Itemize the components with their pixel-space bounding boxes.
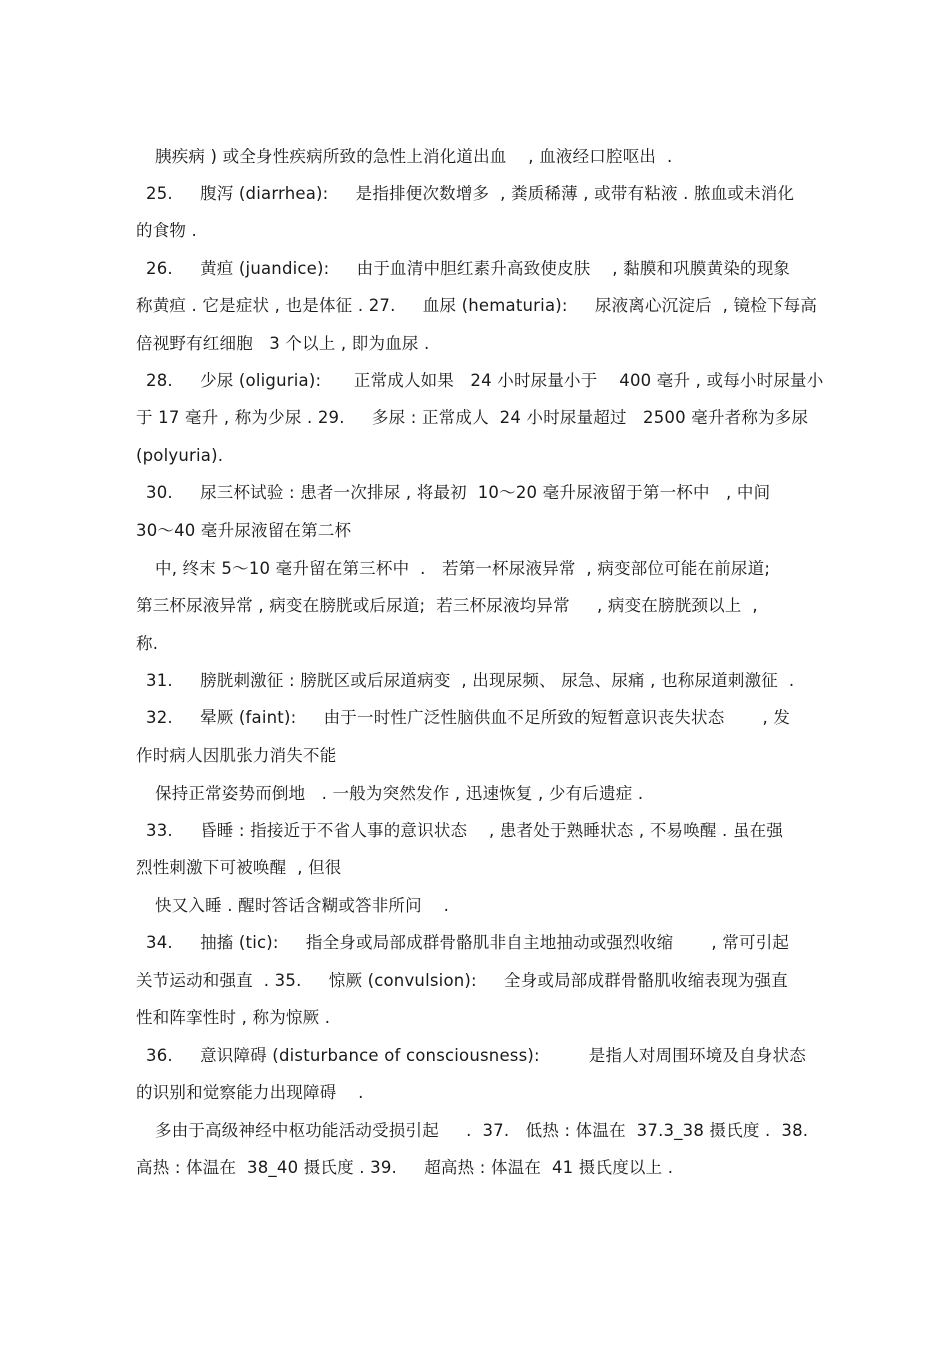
text-line: 快又入睡 . 醒时答话含糊或答非所问 . [155, 896, 450, 915]
text-line: 保持正常姿势而倒地 . 一般为突然发作 , 迅速恢复 , 少有后遗症 . [155, 784, 644, 803]
text-line: 高热 : 体温在 38_40 摄氏度 . 39. 超高热 : 体温在 41 摄氏度以上 . [136, 1158, 674, 1177]
text-line: 中, 终末 5～10 毫升留在第三杯中 . 若第一杯尿液异常 , 病变部位可能在前尿道; [155, 559, 771, 578]
text-line: 烈性刺激下可被唤醒 , 但很 [136, 858, 342, 877]
text-line: 28. 少尿 (oliguria): 正常成人如果 24 小时尿量小于 400 毫升 , 或每小时尿量小 [146, 371, 824, 390]
text-line: 胰疾病 ) 或全身性疾病所致的急性上消化道出血 , 血液经口腔呕出 . [155, 147, 673, 166]
text-line: 称. [136, 634, 159, 653]
text-line: 的食物 . [136, 221, 197, 240]
text-line: 的识别和觉察能力出现障碍 . [136, 1083, 364, 1102]
text-line: 34. 抽搐 (tic): 指全身或局部成群骨骼肌非自主地抽动或强烈收缩 , 常可引起 [146, 933, 790, 952]
text-line: 于 17 毫升 , 称为少尿 . 29. 多尿 : 正常成人 24 小时尿量超过 2500 毫升者称为多尿 [136, 408, 809, 427]
text-line: 32. 晕厥 (faint): 由于一时性广泛性脑供血不足所致的短暂意识丧失状态 , 发 [146, 708, 791, 727]
text-line: 36. 意识障碍 (disturbance of consciousness): 是指人对周围环境及自身状态 [146, 1046, 806, 1065]
text-line: 26. 黄疸 (juandice): 由于血清中胆红素升高致使皮肤 , 黏膜和巩膜黄染的现象 [146, 259, 791, 278]
text-line: 30～40 毫升尿液留在第二杯 [136, 521, 352, 540]
text-line: 31. 膀胱刺激征 : 膀胱区或后尿道病变 , 出现尿频、 尿急、尿痛 , 也称尿道刺激征 . [146, 671, 795, 690]
text-line: 多由于高级神经中枢功能活动受损引起 . 37. 低热 : 体温在 37.3_38 摄氏度 . 38. [155, 1121, 809, 1140]
text-line: 30. 尿三杯试验 : 患者一次排尿 , 将最初 10～20 毫升尿液留于第一杯中 , 中间 [146, 483, 771, 502]
text-line: (polyuria). [136, 446, 224, 465]
text-line: 称黄疸 . 它是症状 , 也是体征 . 27. 血尿 (hematuria): 尿液离心沉淀后 , 镜检下每高 [136, 296, 818, 315]
text-line: 性和阵挛性时 , 称为惊厥 . [136, 1008, 331, 1027]
text-line: 第三杯尿液异常 , 病变在膀胱或后尿道; 若三杯尿液均异常 , 病变在膀胱颈以上 , [136, 596, 758, 615]
text-line: 作时病人因肌张力消失不能 [136, 746, 337, 765]
text-line: 倍视野有红细胞 3 个以上 , 即为血尿 . [136, 334, 430, 353]
text-line: 33. 昏睡 : 指接近于不省人事的意识状态 , 患者处于熟睡状态 , 不易唤醒 . 虽在强 [146, 821, 784, 840]
text-line: 关节运动和强直 . 35. 惊厥 (convulsion): 全身或局部成群骨骼肌收缩表现为强直 [136, 971, 788, 990]
text-line: 25. 腹泻 (diarrhea): 是指排便次数增多 , 粪质稀薄 , 或带有粘液 . 脓血或未消化 [146, 184, 795, 203]
